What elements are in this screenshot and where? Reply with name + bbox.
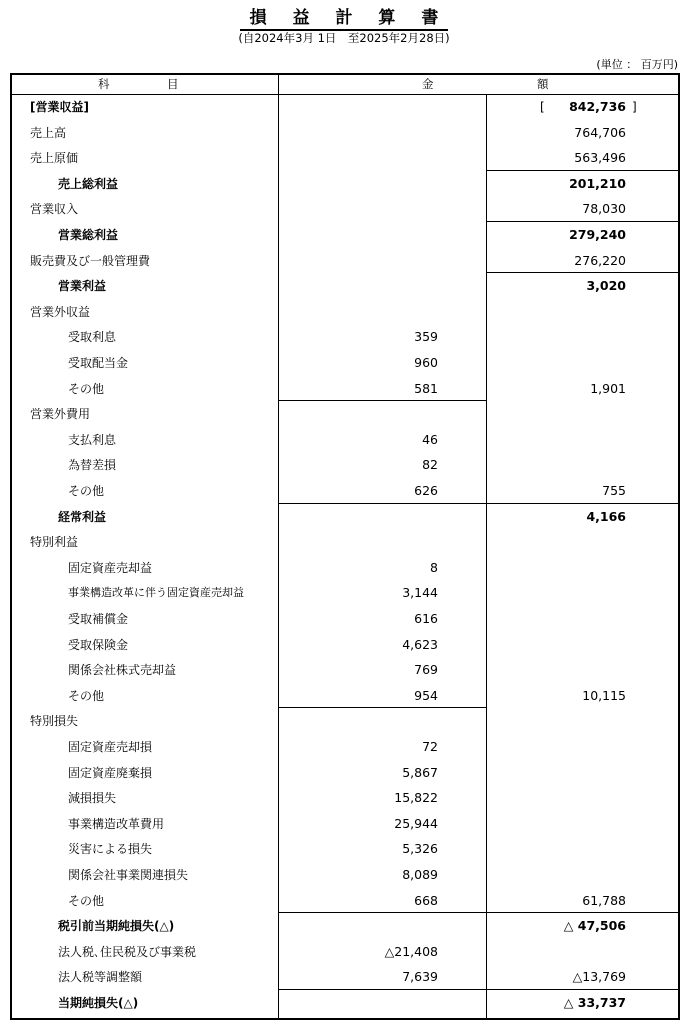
row-label: 関係会社株式売却益	[68, 663, 177, 678]
row-label: 営業利益	[58, 279, 107, 294]
total-amount	[488, 529, 626, 555]
row-label: 営業外費用	[30, 407, 91, 422]
row-label: 固定資産廃棄損	[68, 765, 153, 780]
total-amount: △ 33,737	[563, 995, 626, 1010]
subtotal-rule	[486, 503, 678, 504]
subtotal-rule	[486, 94, 678, 95]
detail-amount: 8,089	[402, 867, 438, 882]
row-label: 税引前当期純損失(△)	[58, 919, 175, 934]
total-amount: △ 47,506	[563, 918, 626, 934]
detail-rule	[278, 912, 486, 913]
table-row	[12, 888, 678, 914]
detail-amount: 5,326	[402, 841, 438, 857]
table-row	[12, 734, 678, 760]
total-amount	[488, 862, 626, 888]
subtotal-rule	[486, 912, 678, 913]
detail-amount: 8	[430, 559, 438, 575]
total-amount	[488, 580, 626, 606]
detail-rule	[278, 707, 486, 708]
row-label: 営業収入	[30, 202, 79, 217]
detail-amount	[280, 94, 438, 120]
row-label: 売上総利益	[58, 176, 119, 191]
table-row	[12, 964, 678, 990]
subtotal-rule	[486, 989, 678, 990]
subtotal-rule	[486, 170, 678, 171]
table-row	[12, 145, 678, 171]
row-label: 売上高	[30, 125, 67, 140]
row-label: 特別損失	[30, 714, 79, 729]
detail-amount	[280, 171, 438, 197]
detail-amount	[280, 145, 438, 171]
document-title: 損 益 計 算 書	[0, 3, 688, 28]
detail-amount	[280, 120, 438, 146]
row-label: 受取配当金	[68, 356, 129, 370]
row-label: [営業収益]	[30, 100, 89, 114]
row-label: その他	[68, 381, 105, 396]
row-label: 災害による損失	[68, 842, 153, 857]
table-row	[12, 120, 678, 146]
detail-amount	[280, 913, 438, 939]
total-amount	[488, 350, 626, 376]
table-row	[12, 324, 678, 350]
detail-amount: 960	[414, 355, 438, 370]
table-row	[12, 529, 678, 555]
total-amount: 1,901	[590, 380, 626, 396]
total-amount: 61,788	[582, 892, 626, 908]
row-label: 受取利息	[68, 330, 117, 345]
table-header	[10, 73, 680, 95]
table-row	[12, 811, 678, 837]
table-row	[12, 683, 678, 709]
header-divider	[278, 75, 279, 94]
row-label: 関係会社事業関連損失	[68, 868, 189, 882]
total-amount: 3,020	[586, 278, 626, 294]
row-label: 営業外収益	[30, 304, 91, 319]
detail-amount	[280, 222, 438, 248]
detail-amount: 616	[414, 611, 438, 626]
detail-amount: 25,944	[394, 815, 438, 831]
detail-amount	[280, 504, 438, 530]
detail-amount: 5,867	[402, 764, 438, 780]
detail-amount: 7,639	[402, 969, 438, 985]
row-label: 支払利息	[68, 432, 117, 447]
table-row	[12, 606, 678, 632]
total-amount: 563,496	[574, 150, 626, 166]
table-row	[12, 862, 678, 888]
row-label: 事業構造改革に伴う固定資産売却益	[68, 586, 244, 600]
detail-amount: △21,408	[384, 943, 438, 959]
detail-amount	[280, 401, 438, 427]
row-label: 当期純損失(△)	[58, 996, 139, 1010]
table-row	[12, 760, 678, 786]
row-label: 売上原価	[30, 151, 79, 166]
subtotal-rule	[486, 272, 678, 273]
row-label: 受取保険金	[68, 637, 129, 652]
detail-rule	[278, 400, 486, 401]
total-amount: 764,706	[574, 124, 626, 140]
fiscal-period: (自2024年3月 1日 至2025年2月28日)	[238, 31, 450, 45]
detail-rule	[278, 989, 486, 990]
table-row	[12, 299, 678, 325]
total-amount	[488, 708, 626, 734]
table-row	[12, 196, 678, 222]
detail-amount: 769	[414, 662, 438, 678]
total-amount	[488, 427, 626, 453]
table-row	[12, 350, 678, 376]
detail-amount	[280, 529, 438, 555]
table-row	[12, 939, 678, 965]
total-amount	[488, 632, 626, 658]
detail-amount: 359	[414, 329, 438, 345]
table-row	[12, 478, 678, 504]
bracket-left: [	[540, 100, 545, 114]
total-amount	[488, 785, 626, 811]
unit-label: (単位 ： 百万円)	[596, 58, 678, 71]
total-amount	[488, 555, 626, 581]
row-label: その他	[68, 893, 105, 908]
total-amount: 842,736	[569, 99, 626, 114]
row-label: 為替差損	[68, 458, 117, 473]
total-amount	[488, 401, 626, 427]
row-label: 販売費及び一般管理費	[30, 253, 151, 268]
total-amount	[488, 760, 626, 786]
total-amount	[488, 452, 626, 478]
detail-amount: 668	[414, 892, 438, 908]
detail-amount: 3,144	[402, 585, 438, 601]
table-row	[12, 171, 678, 197]
total-amount: 279,240	[569, 227, 626, 242]
row-label: その他	[68, 688, 105, 703]
detail-rule	[278, 503, 486, 504]
table-row	[12, 222, 678, 248]
table-row	[12, 504, 678, 530]
table-row	[12, 376, 678, 402]
row-label: 法人税､住民税及び事業税	[58, 944, 197, 959]
table-row	[12, 273, 678, 299]
detail-amount: 46	[422, 431, 438, 447]
subtotal-rule	[486, 221, 678, 222]
table-row	[12, 708, 678, 734]
total-amount: 4,166	[586, 508, 626, 524]
total-amount	[488, 939, 626, 965]
row-label: 経常利益	[58, 509, 107, 524]
row-label: 法人税等調整額	[58, 970, 143, 985]
detail-amount	[280, 273, 438, 299]
row-label: 営業総利益	[58, 228, 119, 242]
table-row	[12, 913, 678, 939]
table-row	[12, 632, 678, 658]
income-statement-table	[10, 94, 680, 1020]
detail-amount: 954	[414, 687, 438, 703]
table-row	[12, 555, 678, 581]
total-amount	[488, 606, 626, 632]
detail-amount: 4,623	[402, 636, 438, 652]
header-amount: 金 額	[422, 77, 549, 91]
total-amount	[488, 657, 626, 683]
detail-amount: 626	[414, 483, 438, 498]
table-row	[12, 427, 678, 453]
total-amount	[488, 836, 626, 862]
table-row	[12, 452, 678, 478]
table-row	[12, 657, 678, 683]
table-row	[12, 785, 678, 811]
total-amount	[488, 734, 626, 760]
detail-amount	[280, 299, 438, 325]
row-label: 減損損失	[68, 791, 117, 806]
detail-amount: 72	[422, 739, 438, 754]
row-label: 固定資産売却損	[68, 740, 153, 754]
total-amount: 276,220	[574, 252, 626, 268]
table-row	[12, 990, 678, 1016]
detail-amount: 581	[414, 380, 438, 396]
bracket-right: ]	[632, 100, 637, 114]
detail-amount: 82	[422, 457, 438, 473]
detail-amount	[280, 708, 438, 734]
total-amount	[488, 324, 626, 350]
total-amount	[488, 811, 626, 837]
row-label: 特別利益	[30, 535, 79, 550]
total-amount: 755	[602, 483, 626, 498]
total-amount: 201,210	[569, 175, 626, 191]
table-row	[12, 836, 678, 862]
detail-amount	[280, 248, 438, 274]
detail-amount	[280, 990, 438, 1016]
row-label: 固定資産売却益	[68, 560, 153, 575]
total-amount: △13,769	[572, 969, 626, 985]
header-account: 科 目	[98, 77, 179, 91]
row-label: 受取補償金	[68, 612, 129, 626]
table-row	[12, 94, 678, 120]
table-row	[12, 580, 678, 606]
total-amount	[488, 299, 626, 325]
total-amount: 78,030	[582, 201, 626, 217]
row-label: その他	[68, 484, 105, 498]
total-amount: 10,115	[582, 687, 626, 703]
detail-amount: 15,822	[394, 790, 438, 806]
detail-amount	[280, 196, 438, 222]
table-row	[12, 401, 678, 427]
table-row	[12, 248, 678, 274]
row-label: 事業構造改革費用	[68, 816, 165, 831]
